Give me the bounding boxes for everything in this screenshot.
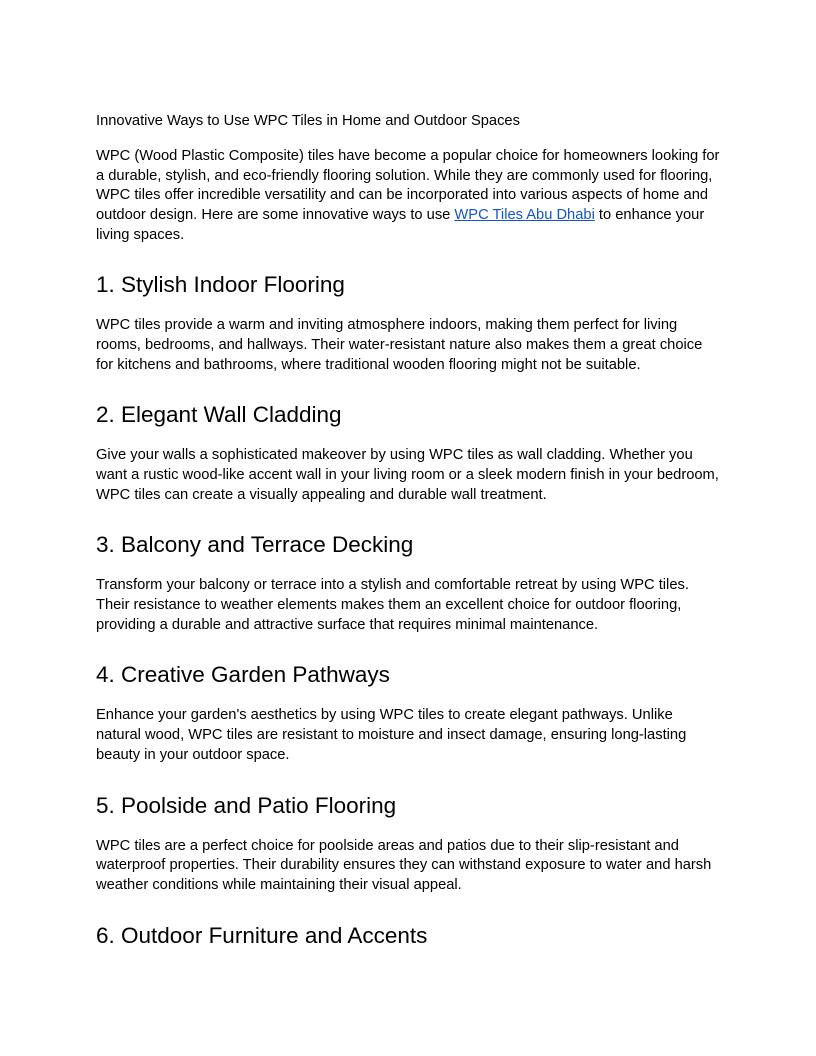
section-stylish-indoor-flooring — [96, 271, 720, 375]
intro-text-after-link: to enhance your living spaces. — [96, 206, 705, 243]
section-heading: 1. Stylish Indoor Flooring — [96, 272, 345, 298]
section-body: WPC tiles are a perfect choice for poolside areas and patios due to their slip-resistant and waterproof properties. Their durability ensures they can withstand exposure to water and harsh weather conditions while maintaining their visual appeal. — [96, 837, 712, 893]
intro-paragraph — [96, 147, 720, 245]
section-heading: 2. Elegant Wall Cladding — [96, 402, 342, 428]
section-body: WPC tiles provide a warm and inviting atmosphere indoors, making them perfect for living rooms, bedrooms, and hallways. Their water-resistant nature also makes them a great choice for kitchens and bathrooms, where traditional wooden flooring might not be suitable. — [96, 317, 703, 373]
section-outdoor-furniture-accents — [96, 922, 720, 949]
section-heading: 3. Balcony and Terrace Decking — [96, 532, 414, 558]
section-body: Transform your balcony or terrace into a stylish and comfortable retreat by using WPC tiles. Their resistance to weather elements makes them an excellent choice for outdoor flooring, providing a durable and attractive surface that requires minimal maintenance. — [96, 577, 689, 633]
section-body: Give your walls a sophisticated makeover by using WPC tiles as wall cladding. Whether you want a rustic wood-like accent wall in your living room or a sleek modern finish in your bedroom, WPC tiles can create a visually appealing and durable wall treatment. — [96, 447, 719, 503]
wpc-tiles-abu-dhabi-link[interactable]: WPC Tiles Abu Dhabi — [454, 206, 595, 223]
document-title: Innovative Ways to Use WPC Tiles in Home and Outdoor Spaces — [96, 113, 520, 129]
section-poolside-patio-flooring — [96, 792, 720, 896]
section-creative-garden-pathways — [96, 661, 720, 765]
section-body: Enhance your garden's aesthetics by using WPC tiles to create elegant pathways. Unlike natural wood, WPC tiles are resistant to moisture and insect damage, ensuring long-lasting beauty in your outdoor space. — [96, 707, 687, 763]
intro-text-before-link: WPC (Wood Plastic Composite) tiles have become a popular choice for homeowners looking for a durable, stylish, and eco-friendly flooring solution. While they are commonly used for flooring, WPC tiles offer incredible versatility and can be incorporated into various aspects of home and outdoor design. Here are some innovative ways to use — [96, 147, 720, 223]
section-heading: 5. Poolside and Patio Flooring — [96, 792, 397, 818]
section-heading: 6. Outdoor Furniture and Accents — [96, 922, 428, 948]
section-elegant-wall-cladding — [96, 401, 720, 505]
section-heading: 4. Creative Garden Pathways — [96, 662, 390, 688]
section-balcony-terrace-decking — [96, 531, 720, 635]
